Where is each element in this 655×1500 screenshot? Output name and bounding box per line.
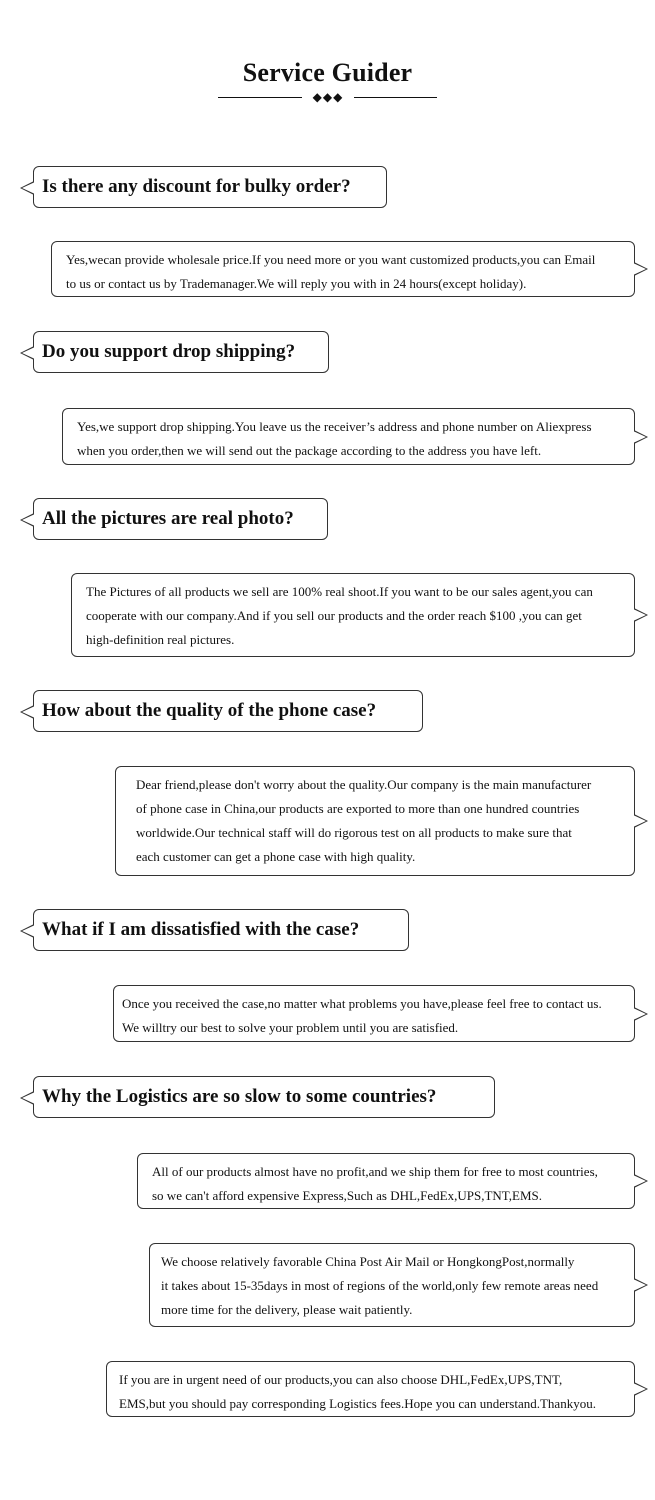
question-bubble-dissatisfied — [33, 909, 409, 951]
answer-line: Dear friend,please don't worry about the quality.Our company is the main manufacturer — [136, 777, 592, 792]
answer-line: when you order,then we will send out the package according to the address you have left. — [77, 443, 542, 458]
answer-line: Yes,wecan provide wholesale price.If you need more or you want customized products,you can Email — [66, 252, 596, 267]
answer-bubble-quality — [115, 766, 635, 876]
answer-bubble-logistics-2 — [149, 1243, 635, 1327]
question-text: How about the quality of the phone case? — [42, 700, 377, 721]
answer-line: Once you received the case,no matter what problems you have,please feel free to contact us. — [122, 996, 602, 1011]
question-text: Do you support drop shipping? — [42, 341, 296, 362]
question-text: What if I am dissatisfied with the case? — [42, 919, 360, 940]
answer-line: The Pictures of all products we sell are 100% real shoot.If you want to be our sales agent,you can — [86, 584, 593, 599]
answer-bubble-logistics-3 — [106, 1361, 635, 1417]
answer-line: We willtry our best to solve your problem until you are satisfied. — [122, 1020, 459, 1035]
question-bubble-drop-shipping — [33, 331, 329, 373]
answer-line: If you are in urgent need of our products,you can also choose DHL,FedEx,UPS,TNT, — [119, 1372, 563, 1387]
answer-line: high-definition real pictures. — [86, 632, 235, 647]
question-bubble-real-photo — [33, 498, 328, 540]
answer-line: to us or contact us by Trademanager.We will reply you with in 24 hours(except holiday). — [66, 276, 527, 291]
title-rule-left — [218, 97, 302, 98]
answer-bubble-real-photo — [71, 573, 635, 657]
answer-line: EMS,but you should pay corresponding Logistics fees.Hope you can understand.Thankyou. — [119, 1396, 596, 1411]
answer-line: worldwide.Our technical staff will do rigorous test on all products to make sure that — [136, 825, 572, 840]
title-ornament: ◆◆◆ — [312, 90, 344, 104]
answer-bubble-logistics-1 — [137, 1153, 635, 1209]
answer-line: We choose relatively favorable China Post Air Mail or HongkongPost,normally — [161, 1254, 575, 1269]
answer-bubble-discount — [51, 241, 635, 297]
question-bubble-quality — [33, 690, 423, 732]
answer-line: it takes about 15-35days in most of regions of the world,only few remote areas need — [161, 1278, 599, 1293]
page-title: Service Guider — [242, 58, 413, 87]
question-bubble-logistics — [33, 1076, 495, 1118]
answer-line: more time for the delivery, please wait patiently. — [161, 1302, 413, 1317]
question-text: Is there any discount for bulky order? — [42, 176, 351, 197]
answer-line: each customer can get a phone case with high quality. — [136, 849, 416, 864]
question-bubble-discount — [33, 166, 387, 208]
answer-line: so we can't afford expensive Express,Such as DHL,FedEx,UPS,TNT,EMS. — [152, 1188, 542, 1203]
title-rule-right — [354, 97, 437, 98]
answer-line: of phone case in China,our products are exported to more than one hundred countries — [136, 801, 580, 816]
answer-line: All of our products almost have no profit,and we ship them for free to most countries, — [152, 1164, 598, 1179]
answer-bubble-dissatisfied — [113, 985, 635, 1042]
answer-bubble-drop-shipping — [62, 408, 635, 465]
question-text: All the pictures are real photo? — [42, 508, 294, 529]
answer-line: Yes,we support drop shipping.You leave us the receiver’s address and phone number on Aliexpress — [77, 419, 592, 434]
answer-line: cooperate with our company.And if you sell our products and the order reach $100 ,you can get — [86, 608, 582, 623]
question-text: Why the Logistics are so slow to some countries? — [42, 1086, 437, 1107]
